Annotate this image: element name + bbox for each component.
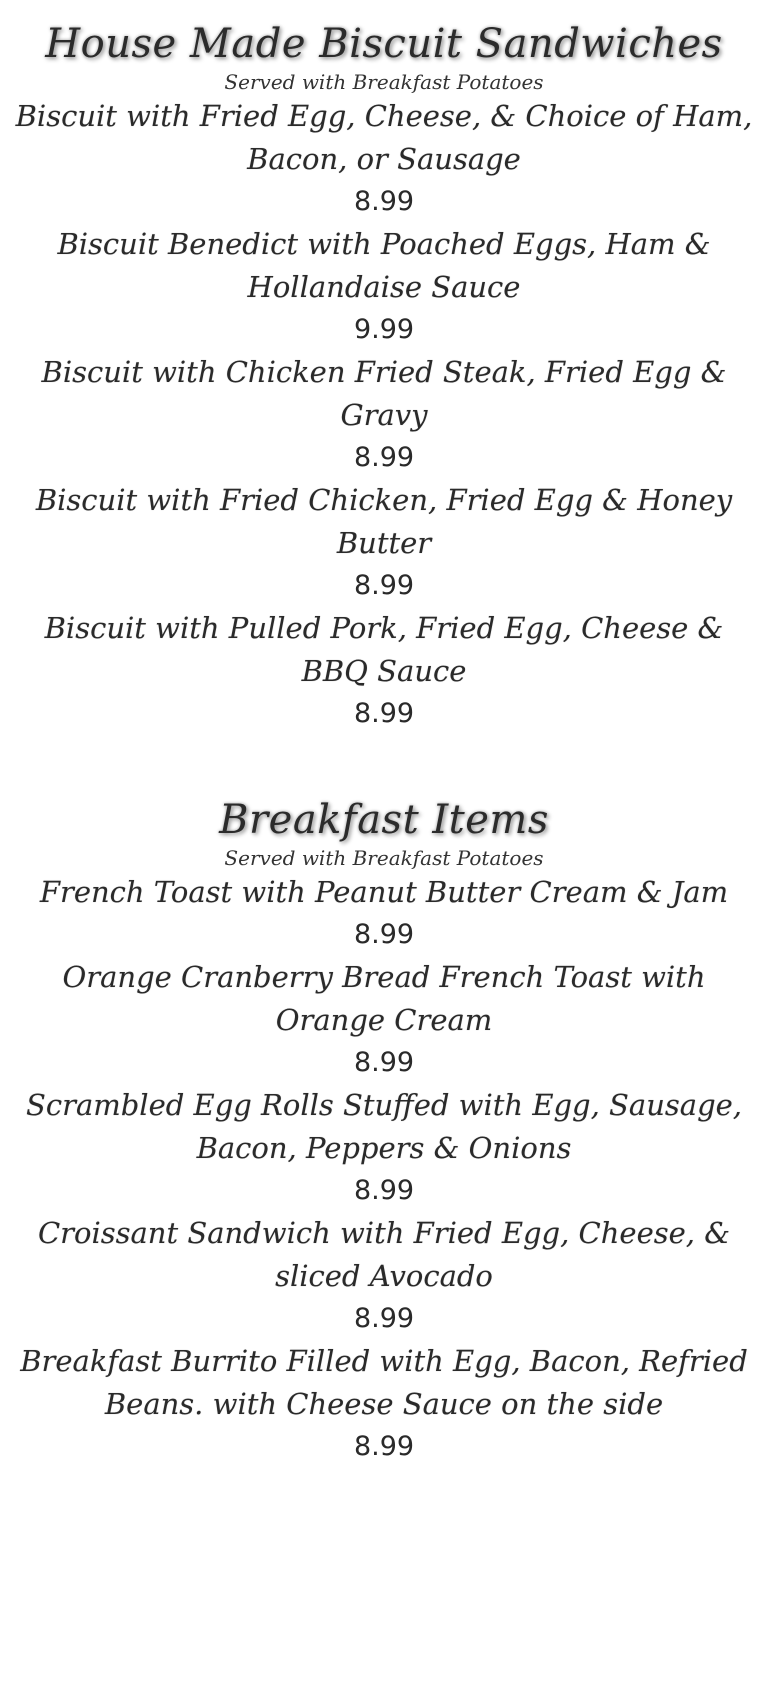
menu-item [0, 956, 768, 1084]
menu-item [0, 95, 768, 223]
section-subtitle: Served with Breakfast Potatoes [224, 846, 544, 870]
menu-item-name: Biscuit with Fried Chicken, Fried Egg & Honey Butter [35, 483, 733, 560]
menu-item [0, 1340, 768, 1468]
menu-item [0, 223, 768, 351]
menu-item-price: 8.99 [353, 186, 415, 217]
section-title: Breakfast Items [219, 797, 549, 843]
menu-item-name: Biscuit with Pulled Pork, Fried Egg, Cheese & BBQ Sauce [44, 611, 724, 688]
biscuit-sandwiches-section [0, 19, 768, 735]
menu-item-name: French Toast with Peanut Butter Cream & Jam [39, 875, 729, 909]
menu-item-name: Breakfast Burrito Filled with Egg, Bacon, Refried Beans. with Cheese Sauce on the side [20, 1344, 748, 1421]
menu-item-price: 8.99 [353, 1431, 415, 1462]
menu-item-name: Biscuit Benedict with Poached Eggs, Ham & Hollandaise Sauce [57, 227, 711, 304]
menu-item [0, 479, 768, 607]
menu-item-price: 8.99 [353, 442, 415, 473]
menu-item-price: 8.99 [353, 919, 415, 950]
menu-item [0, 607, 768, 735]
menu-item-name: Biscuit with Fried Egg, Cheese, & Choice of Ham, Bacon, or Sausage [15, 99, 753, 176]
menu-item [0, 1084, 768, 1212]
menu-item-name: Croissant Sandwich with Fried Egg, Cheese, & sliced Avocado [37, 1216, 731, 1293]
section-title: House Made Biscuit Sandwiches [45, 21, 723, 67]
menu-item-price: 8.99 [353, 1303, 415, 1334]
menu-item-price: 9.99 [353, 314, 415, 345]
breakfast-items-section [0, 795, 768, 1468]
menu-item-name: Biscuit with Chicken Fried Steak, Fried Egg & Gravy [41, 355, 727, 432]
menu-item-price: 8.99 [353, 1047, 415, 1078]
menu-item-name: Scrambled Egg Rolls Stuffed with Egg, Sausage, Bacon, Peppers & Onions [25, 1088, 743, 1165]
menu-item-name: Orange Cranberry Bread French Toast with Orange Cream [62, 960, 706, 1037]
menu-item-price: 8.99 [353, 698, 415, 729]
menu-item [0, 351, 768, 479]
menu-item [0, 1212, 768, 1340]
menu-item-price: 8.99 [353, 1175, 415, 1206]
menu-item [0, 871, 768, 956]
section-subtitle: Served with Breakfast Potatoes [224, 70, 544, 94]
menu-item-price: 8.99 [353, 570, 415, 601]
